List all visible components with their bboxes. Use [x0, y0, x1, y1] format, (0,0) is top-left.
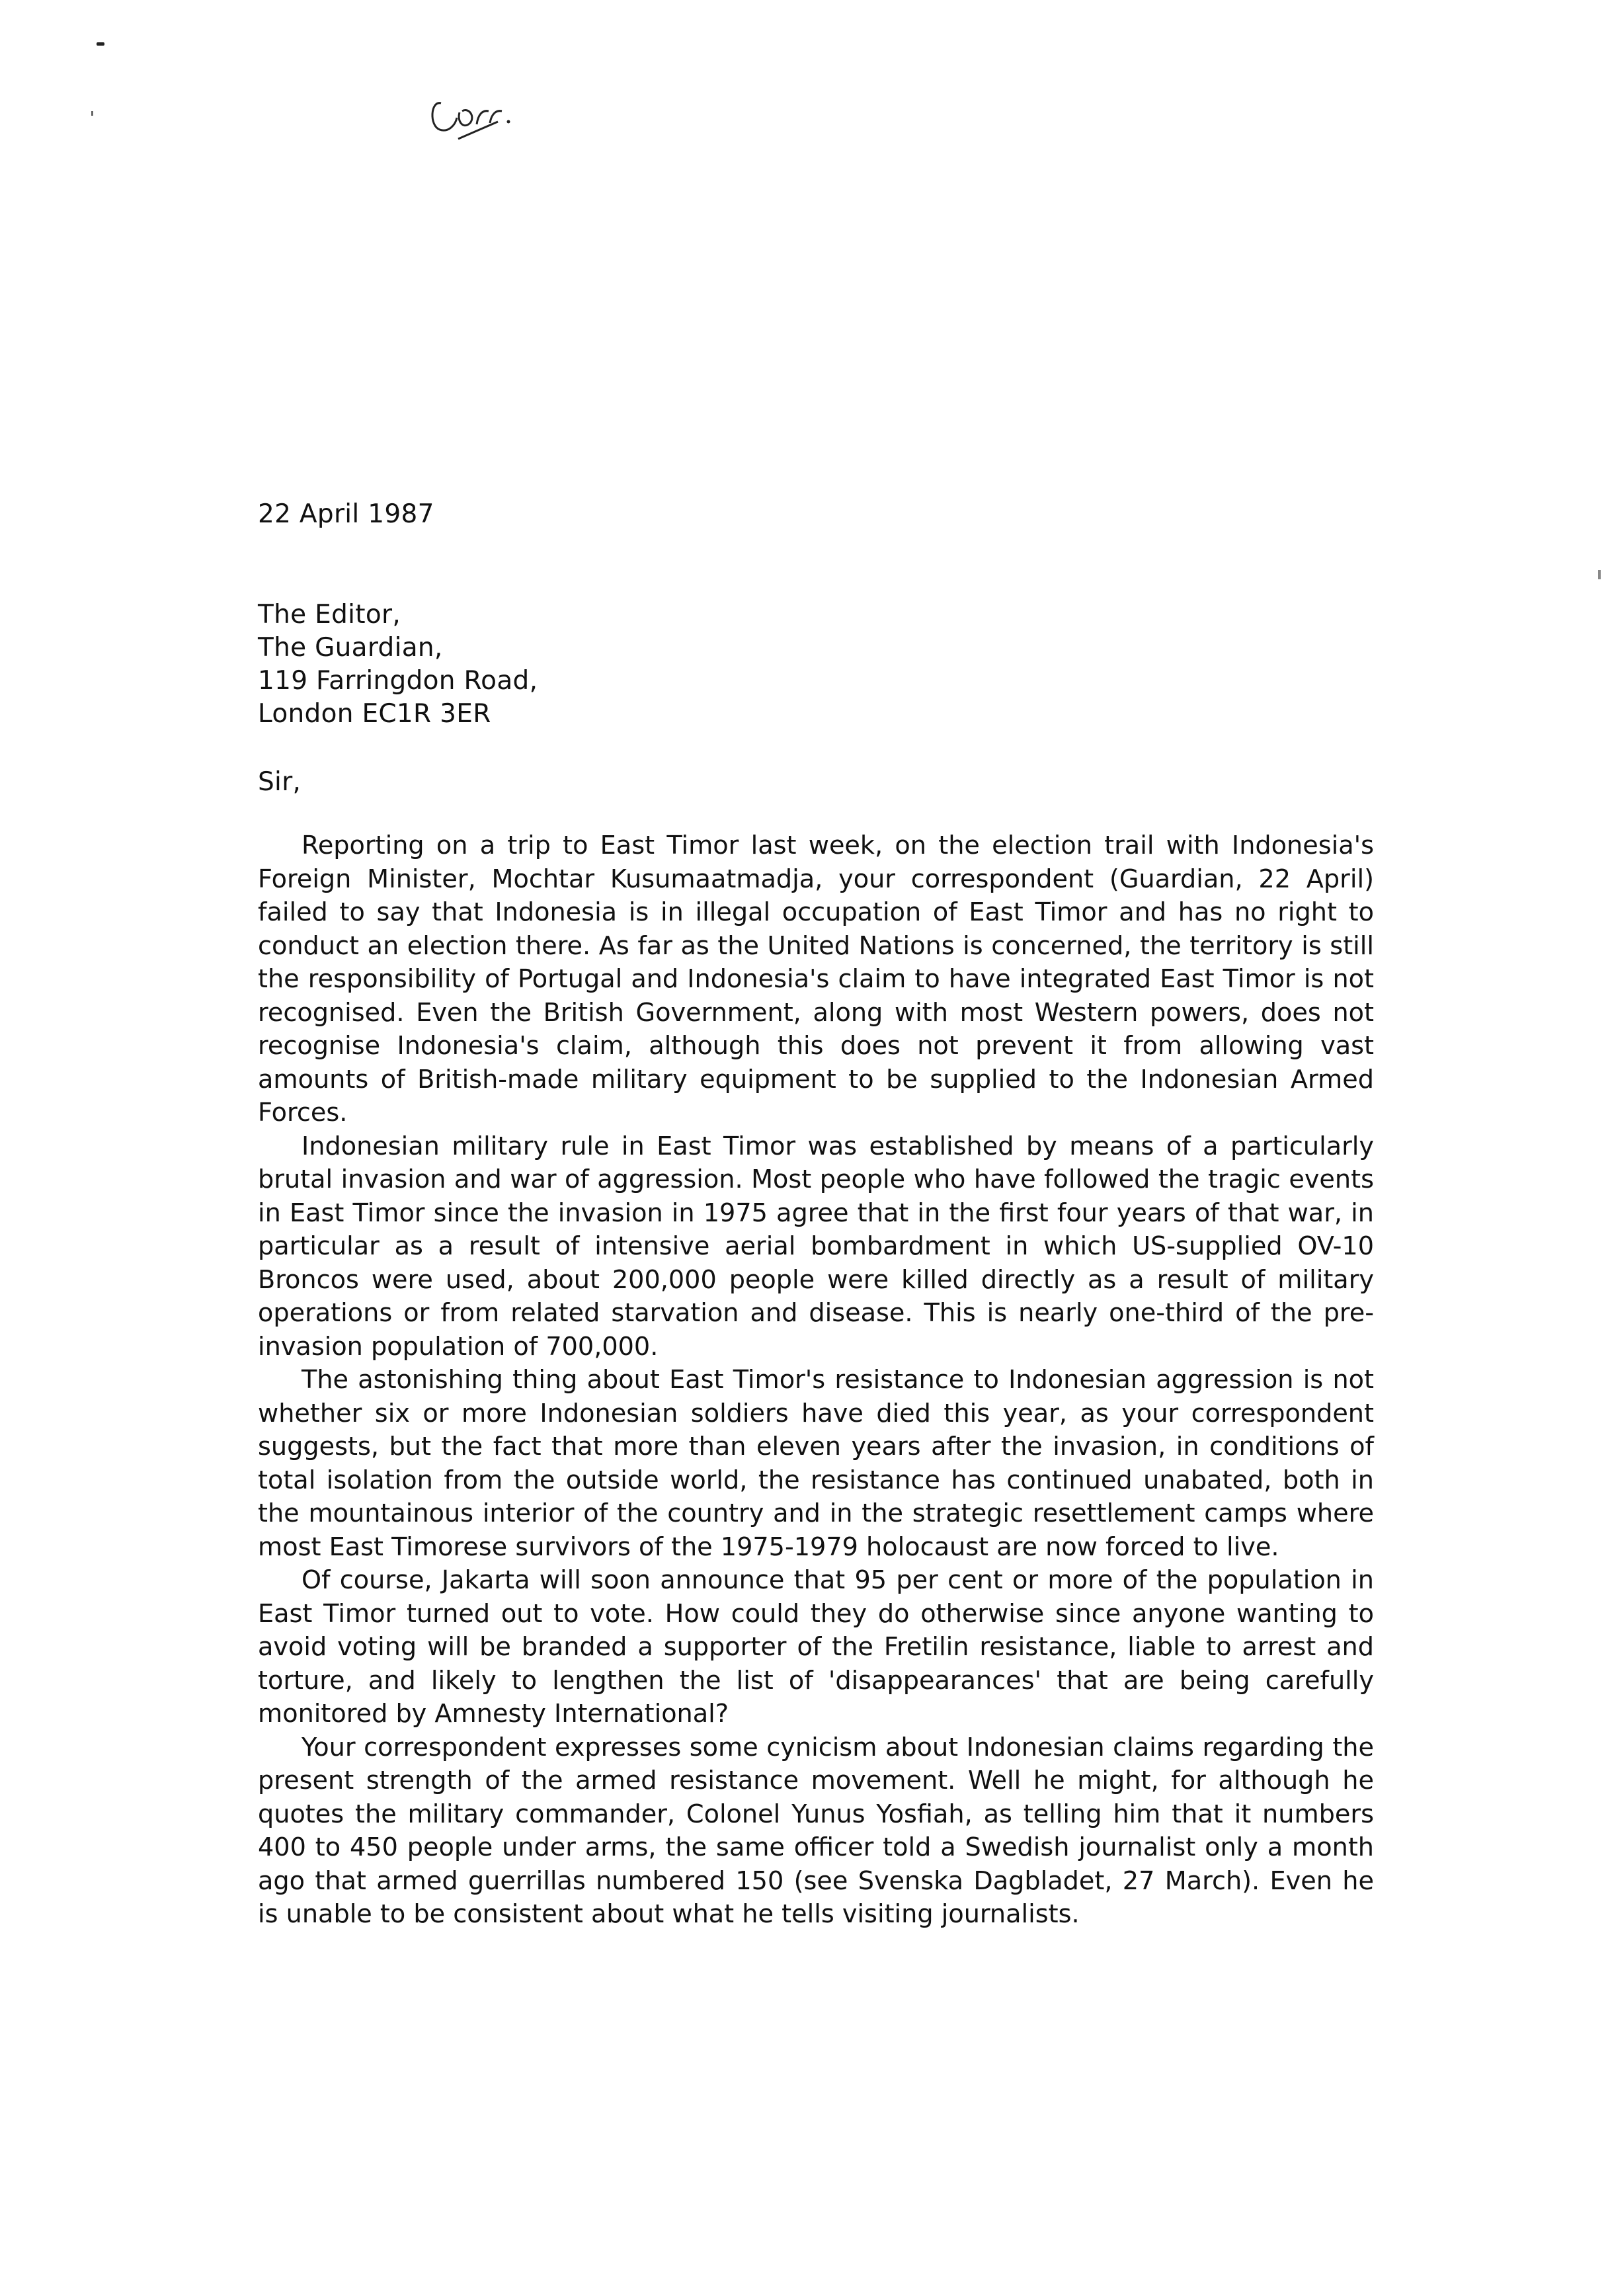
recipient-address [258, 598, 1369, 731]
address-line: London EC1R 3ER [258, 699, 491, 729]
scan-tick [91, 111, 93, 116]
body-paragraph: Indonesian military rule in East Timor was established by means of a particularly brutal invasion and war of aggression. Most people who have followed the tragic events in East Timor since the invasion in 1975 agree that in the first four years of that war, in particular as a result of intensive aerial bombardment in which US-supplied OV-10 Broncos were used, about 200,000 people were killed directly as a result of military operations or from related starvation and disease. This is nearly one-third of the pre-invasion population of 700,000. [258, 1131, 1374, 1362]
scan-speck [1598, 570, 1601, 579]
address-line: The Editor, [258, 600, 401, 630]
letter-date: 22 April 1987 [258, 499, 434, 529]
body-paragraph: The astonishing thing about East Timor's resistance to Indonesian aggression is not whether six or more Indonesian soldiers have died this year, as your correspondent suggests, but the fact that more than eleven years after the invasion, in conditions of total isolation from the outside world, the resistance has continued unabated, both in the mountainous interior of the country and in the strategic resettlement camps where most East Timorese survivors of the 1975-1979 holocaust are now forced to live. [258, 1366, 1374, 1562]
body-paragraph: Reporting on a trip to East Timor last week, on the election trail with Indonesia's Foreign Minister, Mochtar Kusumaatmadja, your correspondent (Guardian, 22 April) failed to say that Indonesia is in illegal occupation of East Timor and has no right to conduct an election there. As far as the United Nations is concerned, the territory is still the responsibility of Portugal and Indonesia's claim to have integrated East Timor is not recognised. Even the British Government, along with most Western powers, does not recognise Indonesia's claim, although this does not prevent it from allowing vast amounts of British-made military equipment to be supplied to the Indonesian Armed Forces. [258, 831, 1374, 1128]
address-line: 119 Farringdon Road, [258, 666, 538, 696]
letter-body [258, 829, 1374, 1932]
handwritten-annotation [426, 69, 519, 155]
scan-mark [97, 42, 104, 46]
body-paragraph: Of course, Jakarta will soon announce that 95 per cent or more of the population in East Timor turned out to vote. How could they do otherwise since anyone wanting to avoid voting will be branded a supporter of the Fretilin resistance, liable to arrest and torture, and likely to lengthen the list of 'disappearances' that are being carefully monitored by Amnesty International? [258, 1566, 1374, 1729]
salutation: Sir, [258, 767, 302, 797]
address-line: The Guardian, [258, 633, 443, 663]
body-paragraph: Your correspondent expresses some cynicism about Indonesian claims regarding the present strength of the armed resistance movement. Well he might, for although he quotes the military commander, Colonel Yunus Yosfiah, as telling him that it numbers 400 to 450 people under arms, the same officer told a Swedish journalist only a month ago that armed guerrillas numbered 150 (see Svenska Dagbladet, 27 March). Even he is unable to be consistent about what he tells visiting journalists. [258, 1733, 1374, 1929]
